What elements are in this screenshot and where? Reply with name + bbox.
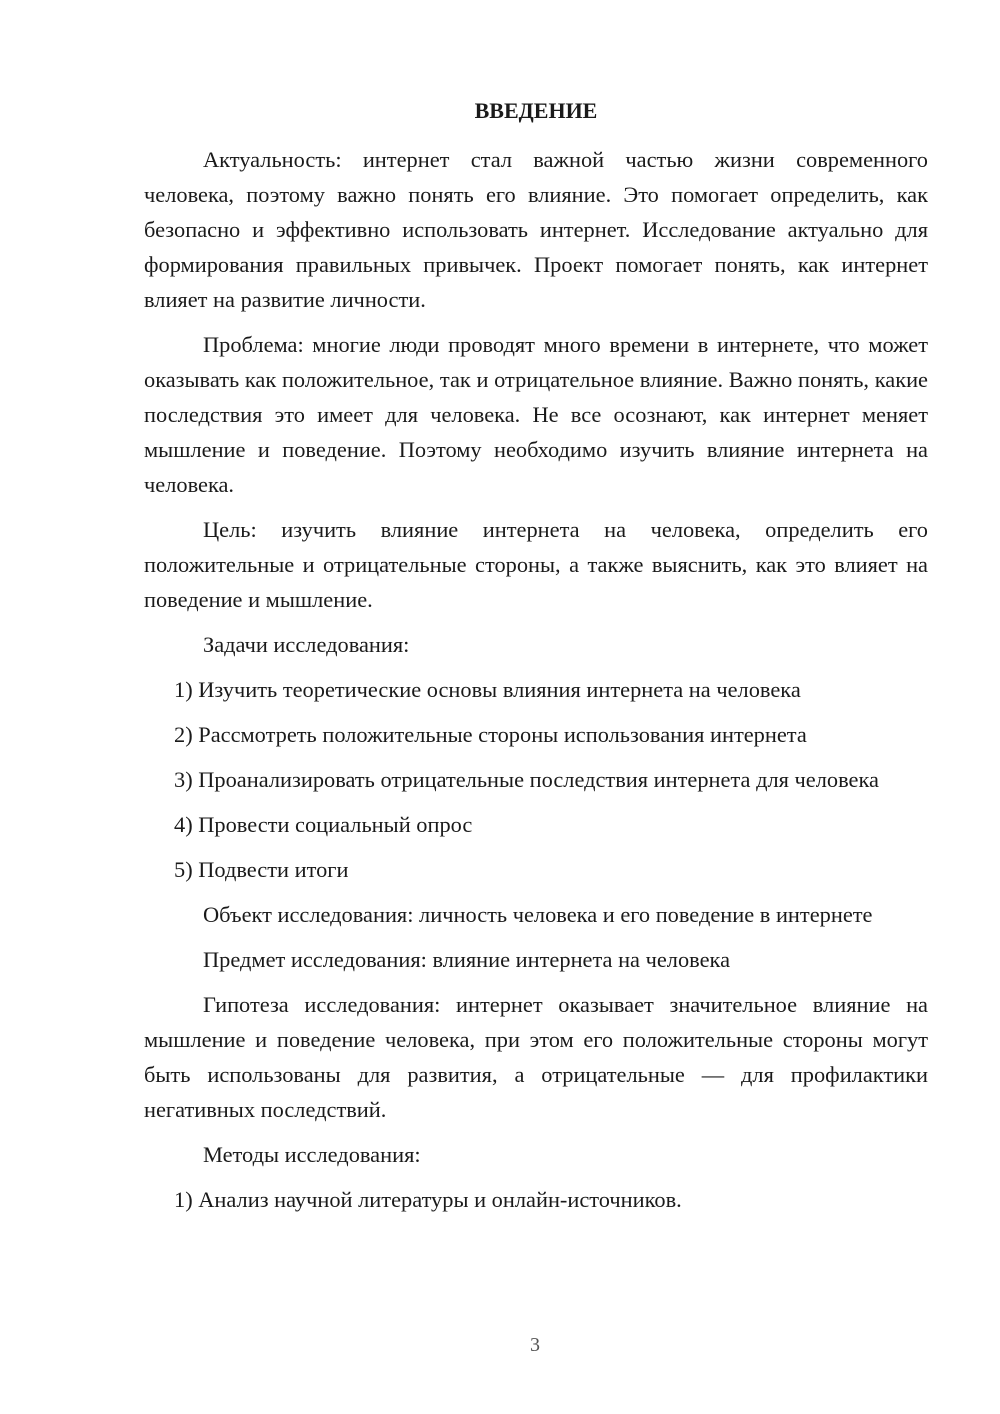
page-number: 3 — [530, 1334, 540, 1356]
task-item-2: 2) Рассмотреть положительные стороны использования интернета — [174, 722, 807, 747]
method-item-1: 1) Анализ научной литературы и онлайн-источников. — [174, 1187, 682, 1212]
methods-label: Методы исследования: — [203, 1142, 421, 1167]
object-paragraph: Объект исследования: личность человека и его поведение в интернете — [203, 902, 873, 927]
task-item-1: 1) Изучить теоретические основы влияния интернета на человека — [174, 677, 801, 702]
section-heading: ВВЕДЕНИЕ — [474, 98, 598, 123]
task-item-4: 4) Провести социальный опрос — [174, 812, 473, 837]
task-item-3: 3) Проанализировать отрицательные последствия интернета для человека — [174, 767, 879, 792]
tasks-label: Задачи исследования: — [203, 632, 410, 657]
relevance-paragraph: Актуальность: интернет стал важной частью жизни современного человека, поэтому важно понять его влияние. Это помогает определить, как безопасно и эффективно использовать интернет. Исследование актуально для формирования правильных привычек. Проект помогает понять, как интернет влияет на развитие личности. — [144, 147, 928, 312]
goal-paragraph: Цель: изучить влияние интернета на человека, определить его положительные и отрицательные стороны, а также выяснить, как это влияет на поведение и мышление. — [144, 517, 928, 612]
hypothesis-paragraph: Гипотеза исследования: интернет оказывает значительное влияние на мышление и поведение человека, при этом его положительные стороны могут быть использованы для развития, а отрицательные — для профилактики негативных последствий. — [144, 992, 928, 1122]
subject-paragraph: Предмет исследования: влияние интернета на человека — [203, 947, 731, 972]
task-item-5: 5) Подвести итоги — [174, 857, 349, 882]
problem-paragraph: Проблема: многие люди проводят много времени в интернете, что может оказывать как положительное, так и отрицательное влияние. Важно понять, какие последствия это имеет для человека. Не все осознают, как интернет меняет мышление и поведение. Поэтому необходимо изучить влияние интернета на человека. — [144, 332, 928, 497]
document-page — [144, 94, 928, 1227]
